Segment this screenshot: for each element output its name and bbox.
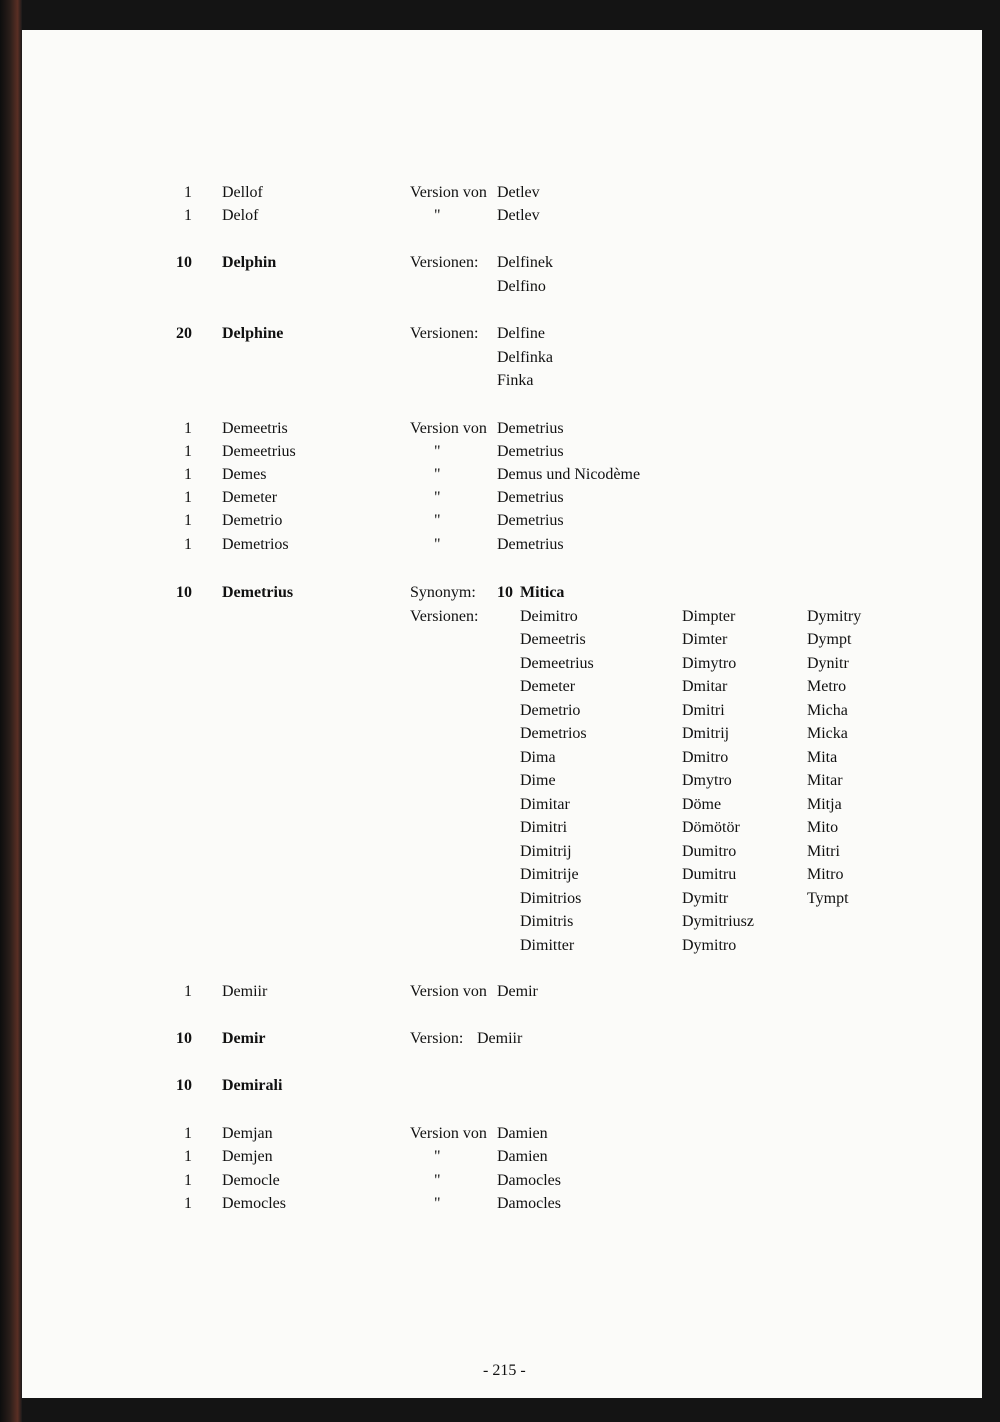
entry-count: 1 [184,207,192,224]
relation-label: Version von [410,1125,487,1142]
ditto-mark: " [434,1195,441,1212]
relation-label: Version von [410,983,487,1000]
related-name: Damocles [497,1195,561,1212]
entry-name: Demetrius [222,584,294,601]
version-name: Dymitr [682,889,729,907]
ditto-mark: " [434,512,441,529]
version-name: Dympt [807,631,852,648]
version-name: Mitja [807,795,842,813]
version-name: Tympt [807,889,849,907]
ditto-mark: " [434,489,441,506]
relation-label: Version: [410,1030,464,1047]
version-name: Micha [807,701,848,719]
version-name: Dynitr [807,654,849,672]
entry-name: Demiir [222,983,268,1000]
related-name: Detlev [497,184,540,201]
version-name: Mita [807,748,838,766]
entry-name: Demir [222,1030,266,1047]
entry-count: 1 [184,466,192,483]
version-name: Demetrio [520,701,581,719]
version-name: Dymitry [807,607,862,625]
entry-count: 1 [184,983,192,1000]
related-name: Demetrius [497,443,564,460]
version-name: Dimter [682,631,728,648]
entry-name: Delof [222,207,259,224]
ditto-mark: " [434,1172,441,1189]
entry-count: 1 [184,1125,192,1142]
version-name: Dmitri [682,701,725,719]
version-name: Dymitriusz [682,913,754,930]
related-name: Delfinka [497,348,553,366]
entry-count: 10 [176,1030,192,1047]
entry-name: Demetrios [222,536,289,553]
entry-count: 1 [184,512,192,529]
related-name: Detlev [497,207,540,224]
entry-name: Demeetrius [222,443,296,460]
version-name: Demeter [520,678,576,695]
synonym-name: Mitica [520,584,565,601]
version-name: Metro [807,678,847,695]
related-name: Damien [497,1125,548,1142]
entry-count: 10 [176,1077,192,1094]
version-name: Mitro [807,866,844,883]
entry-name: Demeter [222,489,278,506]
ditto-mark: " [434,443,441,460]
version-name: Mitri [807,842,840,860]
related-name: Delfino [497,277,546,295]
version-name: Dömötör [682,819,740,836]
entry-count: 10 [176,254,192,271]
version-name: Demeetrius [520,654,594,672]
related-name: Damien [497,1148,548,1165]
entry-name: Demjan [222,1125,273,1142]
synonym-count: 10 [497,584,513,601]
version-name: Dimpter [682,607,736,625]
version-name: Dimitri [520,819,568,836]
entry-count: 1 [184,1195,192,1212]
entry-name: Demeetris [222,420,288,437]
synonym-label: Synonym: [410,584,476,601]
entry-count: 10 [176,584,192,601]
relation-label: Versionen: [410,254,479,271]
version-name: Dimitar [520,795,570,813]
versions-label: Versionen: [410,607,479,625]
ditto-mark: " [434,1148,441,1165]
relation-label: Version von [410,184,487,201]
version-name: Dimitrij [520,842,572,860]
related-name: Damocles [497,1172,561,1189]
entry-name: Delphin [222,254,277,271]
related-name: Delfinek [497,254,553,271]
version-name: Dumitru [682,866,737,883]
version-name: Dimitter [520,936,575,954]
relation-label: Versionen: [410,325,479,342]
version-name: Dimitrije [520,866,579,883]
ditto-mark: " [434,536,441,553]
version-name: Mito [807,819,839,836]
version-name: Dmitrij [682,725,730,742]
version-name: Dime [520,772,556,789]
version-name: Micka [807,725,848,742]
version-name: Dmitar [682,678,728,695]
version-name: Dimitris [520,913,574,930]
entry-count: 1 [184,536,192,553]
version-name: Dima [520,748,556,766]
ditto-mark: " [434,466,441,483]
page-number: - 215 - [483,1362,526,1379]
entry-count: 1 [184,489,192,506]
related-name: Demiir [477,1030,523,1047]
entry-count: 20 [176,325,192,342]
entry-name: Democles [222,1195,286,1212]
related-name: Demetrius [497,536,564,553]
related-name: Demetrius [497,420,564,437]
entry-count: 1 [184,420,192,437]
entry-count: 1 [184,184,192,201]
version-name: Demetrios [520,725,587,742]
version-name: Dmitro [682,748,729,766]
related-name: Delfine [497,325,545,342]
version-name: Dmytro [682,772,732,789]
version-name: Demeetris [520,631,586,648]
version-name: Dumitro [682,842,737,860]
entry-name: Demjen [222,1148,273,1165]
entry-name: Democle [222,1172,280,1189]
entry-count: 1 [184,1148,192,1165]
version-name: Dymitro [682,936,737,954]
entry-name: Delphine [222,325,284,342]
related-name: Demir [497,983,538,1000]
version-name: Deimitro [520,607,578,625]
related-name: Finka [497,372,534,389]
book-spine [0,0,22,1422]
entry-count: 1 [184,1172,192,1189]
version-name: Döme [682,795,722,813]
related-name: Demus und Nicodème [497,466,641,483]
version-name: Dimytro [682,654,737,672]
version-name: Mitar [807,772,843,789]
related-name: Demetrius [497,512,564,529]
relation-label: Version von [410,420,487,437]
entry-count: 1 [184,443,192,460]
entry-name: Demetrio [222,512,283,529]
entry-name: Demes [222,466,267,483]
entry-name: Dellof [222,184,263,201]
entry-name: Demirali [222,1077,283,1094]
version-name: Dimitrios [520,889,582,907]
related-name: Demetrius [497,489,564,506]
ditto-mark: " [434,207,441,224]
